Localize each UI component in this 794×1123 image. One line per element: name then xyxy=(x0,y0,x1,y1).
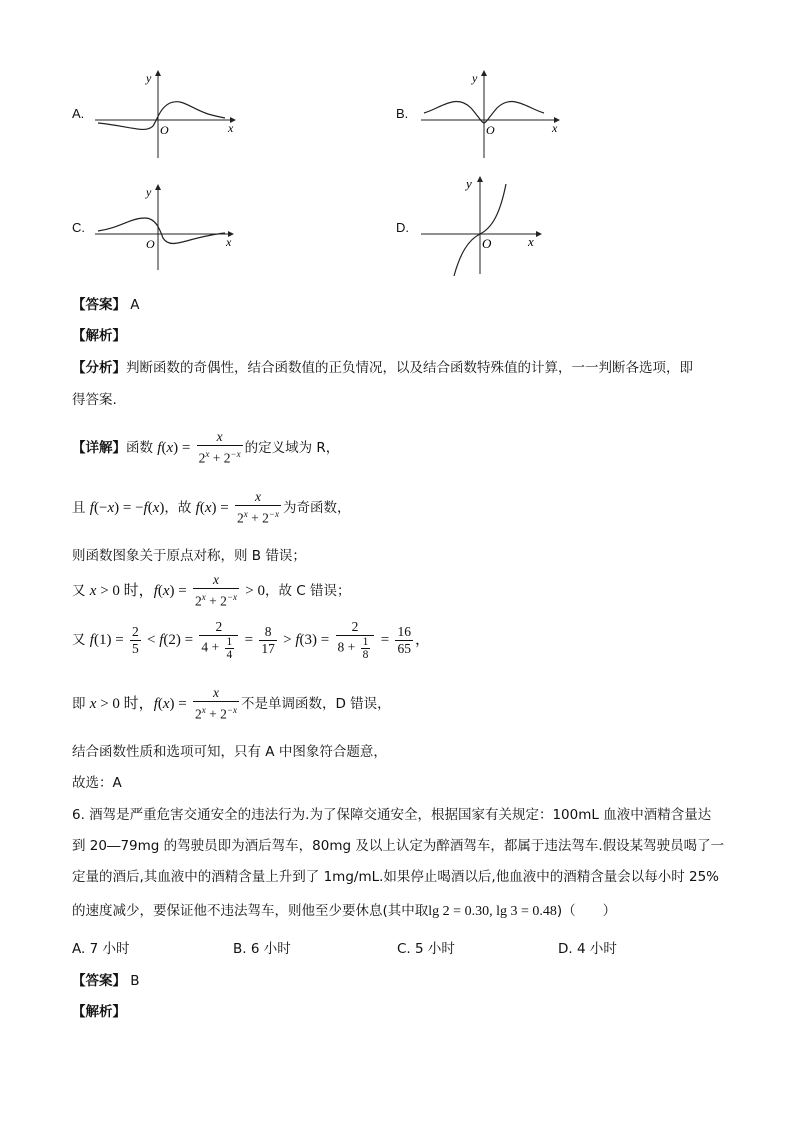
detail-l1-post: 的定义域为 R， xyxy=(244,440,340,456)
analysis6-row xyxy=(72,1001,126,1023)
detail-l2-post: 为奇函数， xyxy=(282,500,351,516)
formula-fx-2: f(x) = xyxy=(195,500,229,516)
detail-bracket: 【详解】 xyxy=(72,440,126,456)
detail-l1-pre: 函数 xyxy=(126,440,153,456)
choice-c[interactable]: C. 5 小时 xyxy=(397,941,455,957)
question6-line-2: 到 20―79mg 的驾驶员即为酒后驾车，80mg 及以上认定为醉酒驾车，都属于违法驾车.假设某驾驶员喝了一 xyxy=(72,838,725,854)
fraction-f2: 2 4 + $\frac{1}{4}$ xyxy=(199,619,238,661)
choice-a[interactable]: A. 7 小时 xyxy=(72,941,130,957)
fraction-f3: 2 8 + $\frac{1}{8}$ xyxy=(336,619,375,661)
fenxi-line-2: 得答案. xyxy=(72,392,117,408)
question6-line4-pre: 的速度减少，要保证他不违法驾车，则他至少要休息(其中取 xyxy=(72,903,429,919)
question6-line-3: 定量的酒后,其血液中的酒精含量上升到了 1mg/mL.如果停止喝酒以后,他血液中的酒精含量会以每小时 25% xyxy=(72,869,719,885)
detail-l4-post: ，故 C 错误； xyxy=(265,583,351,599)
detail-l2-pre: 且 xyxy=(72,500,86,516)
detail-line-5: 又 f(1) = $\frac{2}{5}$ < f(2) = 2 4 + $\frac{1}{4}$ = $\frac{8}{17}$ > f(3) = 2 8 + $\frac{1}{8}$ = $\frac{16}{65}$ ， xyxy=(72,619,430,661)
detail-l2-mid: ，故 xyxy=(164,500,192,516)
option-a-label: A. xyxy=(72,106,85,121)
graph-a-origin: O xyxy=(160,123,169,137)
formula-x-pos-2: x > 0 时，f(x) = xyxy=(89,696,187,712)
analysis6-bracket: 【解析】 xyxy=(72,1004,126,1020)
graph-c-origin: O xyxy=(146,237,155,251)
question6-line4-post: )（ ） xyxy=(556,903,617,919)
fenxi-text-1: 判断函数的奇偶性，结合函数值的正负情况，以及结合函数特殊值的计算，一一判断各选项，即 xyxy=(126,360,693,376)
fraction-x-over-sum-3: $\frac{x}{2^x + 2^{-x}}$ xyxy=(195,572,237,609)
question6-line-4 xyxy=(72,900,616,923)
fraction-8-17: $\frac{8}{17}$ xyxy=(261,623,275,656)
answer-value: A xyxy=(130,297,140,313)
detail-line-2 xyxy=(72,488,350,528)
fraction-x-over-sum-4: $\frac{x}{2^x + 2^{-x}}$ xyxy=(195,685,237,722)
answer6-value: B xyxy=(130,973,140,989)
graph-a xyxy=(90,68,240,160)
graph-d-x-label: x xyxy=(528,234,534,249)
question6-log-values: lg 2 = 0.30, lg 3 = 0.48 xyxy=(428,904,557,919)
detail-line-3: 则函数图象关于原点对称，则 B 错误； xyxy=(72,548,306,564)
choice-b[interactable]: B. 6 小时 xyxy=(233,941,291,957)
graph-d-origin: O xyxy=(482,236,492,251)
fenxi-bracket: 【分析】 xyxy=(72,360,126,376)
graph-d xyxy=(416,174,566,278)
choice-d[interactable]: D. 4 小时 xyxy=(558,941,617,957)
formula-gt-zero: > 0 xyxy=(245,583,266,599)
analysis-row xyxy=(72,325,126,347)
detail-l6-post: 不是单调函数，D 错误， xyxy=(241,696,391,712)
detail-l4-pre: 又 xyxy=(72,583,86,599)
graph-b-y-label: y xyxy=(472,71,478,85)
question6-line-1: 6. 酒驾是严重危害交通安全的违法行为.为了保障交通安全，根据国家有关规定：100mL 血液中酒精含量达 xyxy=(72,807,712,823)
graph-b-x-label: x xyxy=(552,121,558,135)
fraction-2-5: $\frac{2}{5}$ xyxy=(131,623,139,656)
fenxi-line-1 xyxy=(72,357,693,379)
detail-line-4 xyxy=(72,571,351,611)
fraction-x-over-sum-2: $\frac{x}{2^x + 2^{-x}}$ xyxy=(237,489,279,526)
graph-a-y-label: y xyxy=(146,71,152,85)
fraction-x-over-sum: $\frac{x}{2^x + 2^{-x}}$ xyxy=(198,429,241,466)
option-c-label: C. xyxy=(72,220,85,235)
detail-line-7: 结合函数性质和选项可知，只有 A 中图象符合题意， xyxy=(72,744,387,760)
formula-x-pos: x > 0 时，f(x) = xyxy=(89,583,187,599)
detail-line-6 xyxy=(72,684,391,724)
answer-row xyxy=(72,294,140,316)
graph-d-y-label: y xyxy=(466,176,472,191)
detail-l5-pre: 又 xyxy=(72,632,86,648)
detail-line-8: 故选：A xyxy=(72,775,122,791)
fraction-16-65: $\frac{16}{65}$ xyxy=(397,623,411,656)
graph-a-x-label: x xyxy=(228,121,234,135)
option-b-label: B. xyxy=(396,106,409,121)
formula-odd: f(−x) = −f(x) xyxy=(89,500,165,516)
formula-values: f(1) = xyxy=(89,632,124,648)
answer6-row xyxy=(72,970,140,992)
answer6-bracket: 【答案】 xyxy=(72,973,126,989)
graph-c xyxy=(90,182,240,274)
graph-c-x-label: x xyxy=(226,235,232,249)
detail-l6-pre: 即 xyxy=(72,696,86,712)
formula-fx: f(x) = xyxy=(157,440,191,456)
graph-c-y-label: y xyxy=(146,185,152,199)
detail-line-1 xyxy=(72,428,339,468)
answer-bracket: 【答案】 xyxy=(72,297,126,313)
analysis-bracket: 【解析】 xyxy=(72,328,126,344)
option-d-label: D. xyxy=(396,220,409,235)
graph-b-origin: O xyxy=(486,123,495,137)
graph-b xyxy=(416,68,566,160)
